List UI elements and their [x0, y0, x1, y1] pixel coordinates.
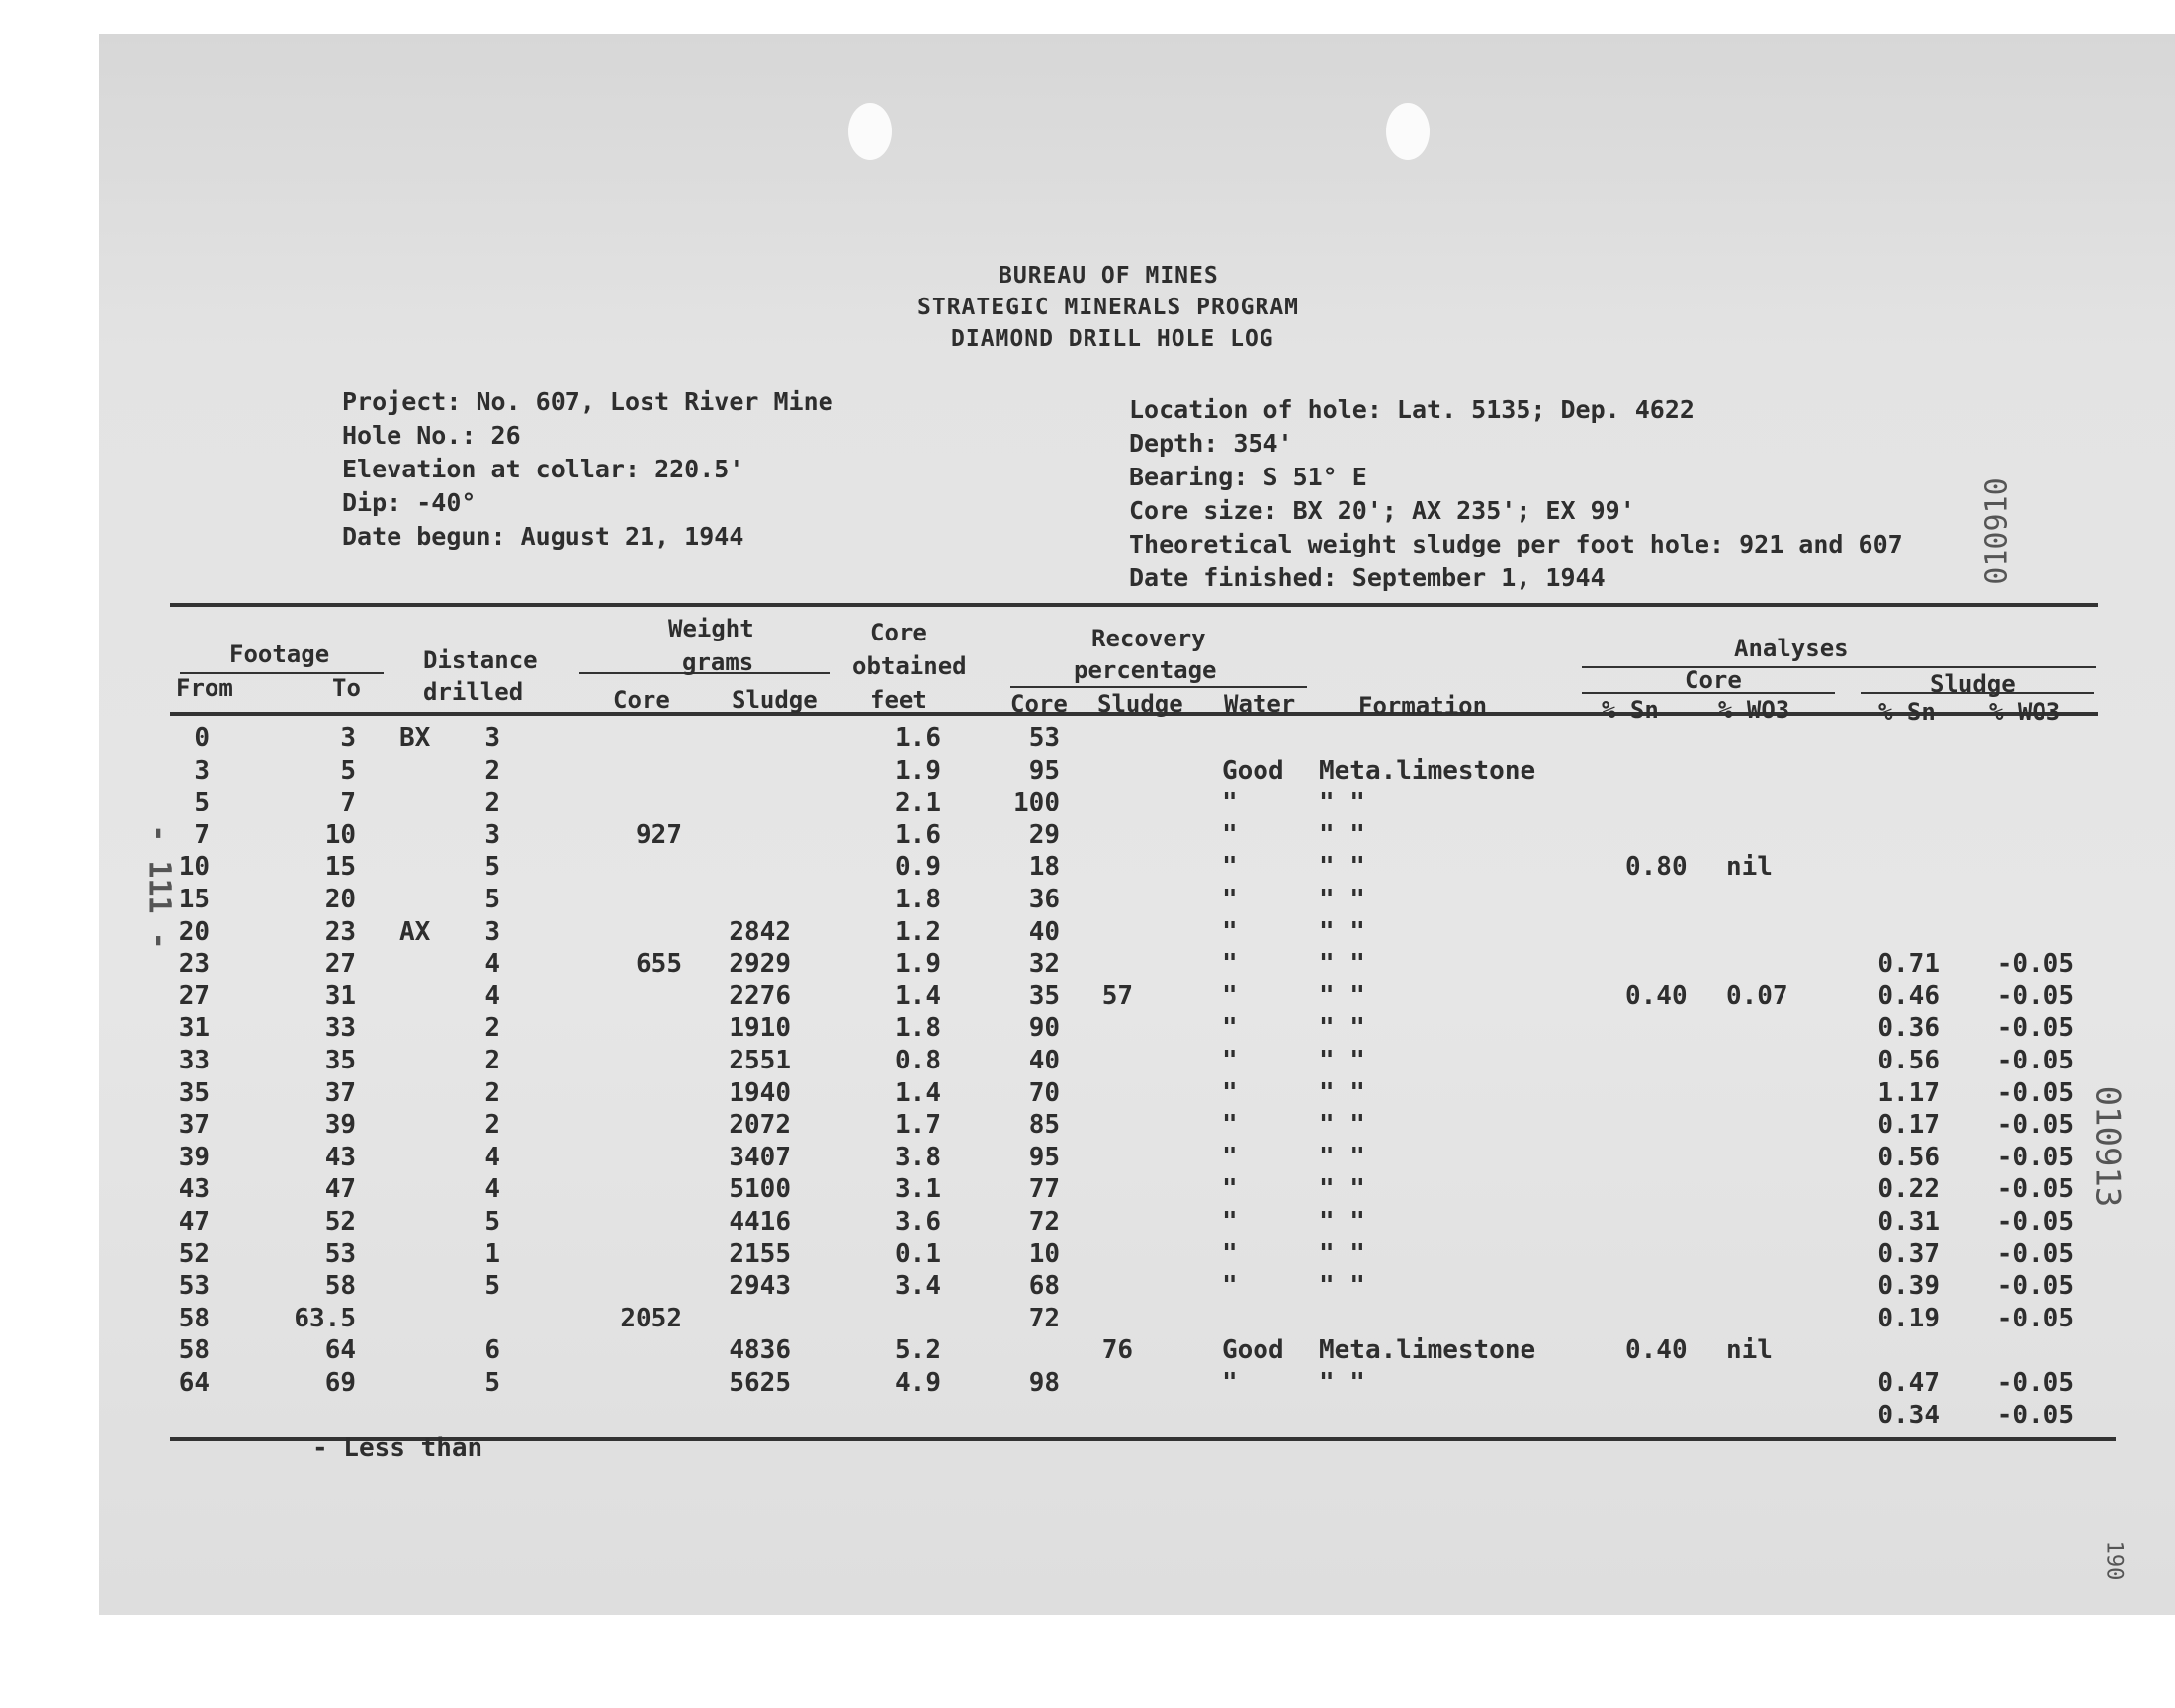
- cell-water: ": [1222, 1143, 1238, 1172]
- cell-from: 5: [194, 788, 210, 817]
- col-from: From: [176, 674, 233, 702]
- cell-form: " ": [1319, 1207, 1365, 1237]
- cell-from: 20: [178, 917, 210, 947]
- cell-dist: 2: [484, 788, 500, 817]
- cell-dist: 3: [484, 917, 500, 947]
- cell-assn: 0.39: [1877, 1271, 1940, 1301]
- cell-assn: 0.17: [1877, 1110, 1940, 1140]
- cell-dist: 4: [484, 1174, 500, 1204]
- cell-aswo: -0.05: [1996, 1368, 2074, 1398]
- cell-form: Meta.limestone: [1319, 756, 1536, 786]
- col-analyses-sludge: Sludge: [1930, 670, 2016, 698]
- col-footage: Footage: [229, 640, 330, 668]
- cell-feet: 1.8: [895, 885, 941, 914]
- cell-dist: 5: [484, 1207, 500, 1237]
- cell-form: " ": [1319, 885, 1365, 914]
- cell-dist: 5: [484, 852, 500, 882]
- cell-from: 39: [178, 1143, 210, 1172]
- col-distance: Distance: [423, 646, 538, 674]
- cell-from: 33: [178, 1046, 210, 1075]
- header-line-1: BUREAU OF MINES: [999, 263, 1219, 289]
- cell-rcore: 72: [1028, 1207, 1060, 1237]
- cell-to: 15: [324, 852, 356, 882]
- cell-rcore: 68: [1028, 1271, 1060, 1301]
- cell-form: Meta.limestone: [1319, 1335, 1536, 1365]
- cell-from: 3: [194, 756, 210, 786]
- cell-aswo: -0.05: [1996, 1078, 2074, 1108]
- cell-feet: 3.1: [895, 1174, 941, 1204]
- cell-rcore: 10: [1028, 1239, 1060, 1269]
- cell-wcore: 927: [636, 820, 682, 850]
- col-weight-sludge: Sludge: [732, 686, 818, 714]
- cell-wsludge: 2276: [729, 982, 791, 1011]
- cell-water: ": [1222, 1078, 1238, 1108]
- cell-dist: 3: [484, 820, 500, 850]
- cell-assn: 0.71: [1877, 949, 1940, 979]
- cell-from: 58: [178, 1304, 210, 1333]
- punch-hole: [848, 103, 892, 160]
- cell-feet: 1.9: [895, 949, 941, 979]
- cell-feet: 1.7: [895, 1110, 941, 1140]
- cell-wsludge: 3407: [729, 1143, 791, 1172]
- cell-aswo: -0.05: [1996, 1271, 2074, 1301]
- cell-assn: 1.17: [1877, 1078, 1940, 1108]
- cell-feet: 5.2: [895, 1335, 941, 1365]
- cell-rcore: 95: [1028, 756, 1060, 786]
- cell-water: ": [1222, 1207, 1238, 1237]
- cell-rcore: 29: [1028, 820, 1060, 850]
- cell-feet: 0.8: [895, 1046, 941, 1075]
- cell-to: 64: [324, 1335, 356, 1365]
- cell-dist: 5: [484, 885, 500, 914]
- cell-feet: 0.9: [895, 852, 941, 882]
- col-percentage: percentage: [1074, 656, 1217, 684]
- cell-assn: 0.22: [1877, 1174, 1940, 1204]
- col-core-sn: % Sn: [1602, 696, 1659, 724]
- cell-wcore: 655: [636, 949, 682, 979]
- cell-wsludge: 5100: [729, 1174, 791, 1204]
- cell-feet: 3.8: [895, 1143, 941, 1172]
- project-line: Project: No. 607, Lost River Mine: [342, 387, 833, 416]
- cell-water: ": [1222, 1110, 1238, 1140]
- cell-water: ": [1222, 1046, 1238, 1075]
- cell-feet: 1.2: [895, 917, 941, 947]
- cell-rcore: 77: [1028, 1174, 1060, 1204]
- cell-rcore: 53: [1028, 724, 1060, 753]
- cell-aswo: -0.05: [1996, 982, 2074, 1011]
- location-line: Location of hole: Lat. 5135; Dep. 4622: [1129, 395, 1695, 424]
- cell-from: 43: [178, 1174, 210, 1204]
- cell-rcore: 18: [1028, 852, 1060, 882]
- col-recovery: Recovery: [1091, 625, 1206, 652]
- cell-rcore: 95: [1028, 1143, 1060, 1172]
- cell-feet: 2.1: [895, 788, 941, 817]
- bearing-line: Bearing: S 51° E: [1129, 463, 1367, 491]
- cell-water: ": [1222, 917, 1238, 947]
- cell-water: ": [1222, 1013, 1238, 1043]
- cell-feet: 3.4: [895, 1271, 941, 1301]
- cell-water: ": [1222, 820, 1238, 850]
- col-weight: Weight: [668, 615, 754, 642]
- cell-from: 10: [178, 852, 210, 882]
- cell-water: ": [1222, 788, 1238, 817]
- cell-from: 52: [178, 1239, 210, 1269]
- cell-acwo: 0.07: [1726, 982, 1788, 1011]
- cell-rcore: 70: [1028, 1078, 1060, 1108]
- cell-form: " ": [1319, 949, 1365, 979]
- cell-aswo: -0.05: [1996, 1207, 2074, 1237]
- cell-form: " ": [1319, 1368, 1365, 1398]
- cell-rcore: 36: [1028, 885, 1060, 914]
- cell-feet: 1.9: [895, 756, 941, 786]
- cell-rcore: 100: [1013, 788, 1060, 817]
- cell-to: 23: [324, 917, 356, 947]
- cell-feet: 4.9: [895, 1368, 941, 1398]
- cell-dist: 2: [484, 1046, 500, 1075]
- cell-wsludge: 2842: [729, 917, 791, 947]
- cell-rcore: 40: [1028, 1046, 1060, 1075]
- cell-water: ": [1222, 852, 1238, 882]
- cell-acsn: 0.40: [1625, 982, 1688, 1011]
- cell-dist: 2: [484, 1078, 500, 1108]
- cell-water: ": [1222, 949, 1238, 979]
- cell-assn: 0.34: [1877, 1401, 1940, 1430]
- cell-from: 23: [178, 949, 210, 979]
- cell-to: 10: [324, 820, 356, 850]
- stamp-number-mid: 010913: [2087, 1085, 2128, 1208]
- cell-form: " ": [1319, 1110, 1365, 1140]
- date-finished-line: Date finished: September 1, 1944: [1129, 563, 1606, 592]
- cell-from: 37: [178, 1110, 210, 1140]
- cell-to: 53: [324, 1239, 356, 1269]
- cell-feet: 1.6: [895, 724, 941, 753]
- cell-aswo: -0.05: [1996, 949, 2074, 979]
- cell-water: ": [1222, 885, 1238, 914]
- cell-dist: 1: [484, 1239, 500, 1269]
- cell-from: 47: [178, 1207, 210, 1237]
- cell-form: " ": [1319, 820, 1365, 850]
- cell-rcore: 98: [1028, 1368, 1060, 1398]
- cell-rcore: 85: [1028, 1110, 1060, 1140]
- cell-to: 37: [324, 1078, 356, 1108]
- header-line-2: STRATEGIC MINERALS PROGRAM: [917, 295, 1300, 320]
- core-size-line: Core size: BX 20'; AX 235'; EX 99': [1129, 496, 1635, 525]
- elevation-line: Elevation at collar: 220.5': [342, 455, 744, 483]
- cell-aswo: -0.05: [1996, 1239, 2074, 1269]
- cell-to: 35: [324, 1046, 356, 1075]
- cell-dist: 5: [484, 1368, 500, 1398]
- cell-from: 27: [178, 982, 210, 1011]
- cell-to: 20: [324, 885, 356, 914]
- recovery-underline: [1010, 686, 1307, 688]
- cell-from: 35: [178, 1078, 210, 1108]
- cell-dist: 2: [484, 756, 500, 786]
- cell-aswo: -0.05: [1996, 1110, 2074, 1140]
- cell-feet: 3.6: [895, 1207, 941, 1237]
- theoretical-weight-line: Theoretical weight sludge per foot hole: 921 and 607: [1129, 530, 1903, 558]
- cell-feet: 1.8: [895, 1013, 941, 1043]
- cell-assn: 0.37: [1877, 1239, 1940, 1269]
- cell-assn: 0.36: [1877, 1013, 1940, 1043]
- cell-water: ": [1222, 1271, 1238, 1301]
- cell-form: " ": [1319, 852, 1365, 882]
- cell-dist: 4: [484, 982, 500, 1011]
- cell-rcore: 90: [1028, 1013, 1060, 1043]
- col-core-wo3: % WO3: [1718, 696, 1790, 724]
- cell-dist: 4: [484, 949, 500, 979]
- cell-from: 31: [178, 1013, 210, 1043]
- cell-size: BX: [399, 724, 431, 753]
- cell-feet: 1.4: [895, 1078, 941, 1108]
- cell-aswo: -0.05: [1996, 1174, 2074, 1204]
- cell-form: " ": [1319, 1174, 1365, 1204]
- cell-water: ": [1222, 1239, 1238, 1269]
- cell-wsludge: 2943: [729, 1271, 791, 1301]
- cell-wsludge: 2072: [729, 1110, 791, 1140]
- cell-feet: 1.4: [895, 982, 941, 1011]
- col-core-obtained-1: Core: [870, 619, 927, 646]
- col-sludge-sn: % Sn: [1878, 698, 1936, 726]
- cell-water: ": [1222, 1368, 1238, 1398]
- dip-line: Dip: -40°: [342, 488, 477, 517]
- cell-assn: 0.46: [1877, 982, 1940, 1011]
- cell-to: 63.5: [294, 1304, 356, 1333]
- cell-aswo: -0.05: [1996, 1401, 2074, 1430]
- cell-water: Good: [1222, 1335, 1284, 1365]
- cell-rcore: 72: [1028, 1304, 1060, 1333]
- cell-dist: 5: [484, 1271, 500, 1301]
- cell-to: 43: [324, 1143, 356, 1172]
- cell-rsludge: 76: [1101, 1335, 1133, 1365]
- col-recovery-sludge: Sludge: [1097, 690, 1183, 718]
- cell-feet: 1.6: [895, 820, 941, 850]
- cell-to: 52: [324, 1207, 356, 1237]
- cell-from: 15: [178, 885, 210, 914]
- col-recovery-core: Core: [1010, 690, 1068, 718]
- cell-assn: 0.56: [1877, 1046, 1940, 1075]
- cell-assn: 0.56: [1877, 1143, 1940, 1172]
- cell-wsludge: 1910: [729, 1013, 791, 1043]
- depth-line: Depth: 354': [1129, 429, 1293, 458]
- cell-form: " ": [1319, 788, 1365, 817]
- cell-to: 27: [324, 949, 356, 979]
- cell-wsludge: 2155: [729, 1239, 791, 1269]
- cell-aswo: -0.05: [1996, 1046, 2074, 1075]
- col-grams: grams: [682, 648, 754, 676]
- cell-form: " ": [1319, 1143, 1365, 1172]
- cell-form: " ": [1319, 917, 1365, 947]
- cell-acsn: 0.80: [1625, 852, 1688, 882]
- analyses-underline: [1582, 666, 2096, 668]
- cell-aswo: -0.05: [1996, 1013, 2074, 1043]
- cell-form: " ": [1319, 982, 1365, 1011]
- cell-from: 7: [194, 820, 210, 850]
- cell-acwo: nil: [1726, 1335, 1773, 1365]
- cell-to: 33: [324, 1013, 356, 1043]
- cell-to: 7: [340, 788, 356, 817]
- header-line-3: DIAMOND DRILL HOLE LOG: [951, 326, 1274, 352]
- table-top-rule: [170, 603, 2098, 607]
- punch-hole: [1386, 103, 1430, 160]
- col-water: Water: [1224, 690, 1296, 718]
- cell-to: 69: [324, 1368, 356, 1398]
- cell-rcore: 32: [1028, 949, 1060, 979]
- cell-dist: 4: [484, 1143, 500, 1172]
- col-analyses: Analyses: [1734, 635, 1849, 662]
- col-formation: Formation: [1358, 692, 1488, 720]
- cell-acsn: 0.40: [1625, 1335, 1688, 1365]
- cell-aswo: -0.05: [1996, 1143, 2074, 1172]
- cell-wsludge: 2929: [729, 949, 791, 979]
- cell-form: " ": [1319, 1239, 1365, 1269]
- cell-wsludge: 5625: [729, 1368, 791, 1398]
- stamp-number-top: 010910: [1979, 477, 2015, 585]
- cell-dist: 2: [484, 1110, 500, 1140]
- cell-from: 58: [178, 1335, 210, 1365]
- cell-from: 0: [194, 724, 210, 753]
- col-to: To: [332, 674, 361, 702]
- col-weight-core: Core: [613, 686, 670, 714]
- cell-to: 5: [340, 756, 356, 786]
- col-sludge-wo3: % WO3: [1989, 698, 2061, 726]
- cell-wcore: 2052: [620, 1304, 682, 1333]
- cell-wsludge: 4416: [729, 1207, 791, 1237]
- cell-wsludge: 4836: [729, 1335, 791, 1365]
- corner-mark: 190: [2101, 1540, 2127, 1580]
- col-analyses-core: Core: [1685, 666, 1742, 694]
- cell-wsludge: 2551: [729, 1046, 791, 1075]
- cell-form: " ": [1319, 1271, 1365, 1301]
- cell-to: 47: [324, 1174, 356, 1204]
- cell-assn: 0.19: [1877, 1304, 1940, 1333]
- cell-rcore: 40: [1028, 917, 1060, 947]
- cell-to: 31: [324, 982, 356, 1011]
- cell-assn: 0.47: [1877, 1368, 1940, 1398]
- cell-assn: 0.31: [1877, 1207, 1940, 1237]
- col-core-obtained-2: obtained: [852, 652, 967, 680]
- cell-acwo: nil: [1726, 852, 1773, 882]
- cell-dist: 3: [484, 724, 500, 753]
- footnote: - Less than: [312, 1433, 483, 1463]
- cell-from: 53: [178, 1271, 210, 1301]
- cell-rcore: 35: [1028, 982, 1060, 1011]
- col-drilled: drilled: [423, 678, 524, 706]
- date-begun-line: Date begun: August 21, 1944: [342, 522, 744, 551]
- page-number: - 111 -: [141, 824, 177, 950]
- cell-to: 58: [324, 1271, 356, 1301]
- cell-from: 64: [178, 1368, 210, 1398]
- cell-water: ": [1222, 1174, 1238, 1204]
- cell-feet: 0.1: [895, 1239, 941, 1269]
- cell-aswo: -0.05: [1996, 1304, 2074, 1333]
- cell-size: AX: [399, 917, 431, 947]
- cell-dist: 6: [484, 1335, 500, 1365]
- cell-form: " ": [1319, 1046, 1365, 1075]
- cell-dist: 2: [484, 1013, 500, 1043]
- cell-form: " ": [1319, 1013, 1365, 1043]
- hole-number-line: Hole No.: 26: [342, 421, 521, 450]
- cell-water: ": [1222, 982, 1238, 1011]
- cell-wsludge: 1940: [729, 1078, 791, 1108]
- cell-rsludge: 57: [1101, 982, 1133, 1011]
- col-feet: feet: [870, 686, 927, 714]
- cell-to: 3: [340, 724, 356, 753]
- cell-to: 39: [324, 1110, 356, 1140]
- cell-water: Good: [1222, 756, 1284, 786]
- cell-form: " ": [1319, 1078, 1365, 1108]
